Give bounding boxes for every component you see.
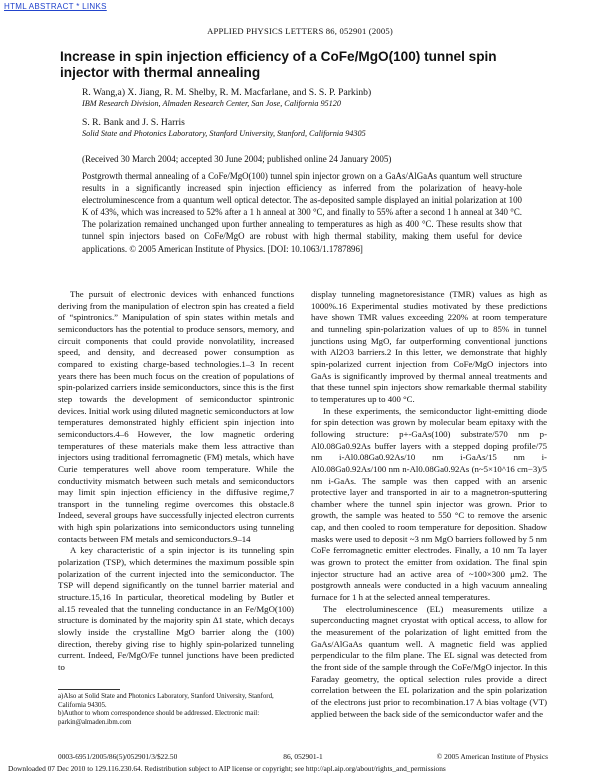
footnote: b)Author to whom correspondence should be addressed. Electronic mail: parkin@almaden.ibm.com [58,710,260,726]
authors-primary: R. Wang,a) X. Jiang, R. M. Shelby, R. M. Macfarlane, and S. S. P. Parkinb) [82,87,372,98]
footer-issn: 0003-6951/2005/86(5)/052901/3/$22.50 [58,752,178,761]
body-paragraph: The pursuit of electronic devices with enhanced functions deriving from the manipulation of electron spin has created a field of “spintronics.” Manipulation of spin states within metals and semiconductors has the potential to produce sensors, memory, and circuit components that could provide nonvolatility, increased speed, and density, and decreased power consumption as compared to existing charge-based technologies.1–3 In recent years there has been much focus on the creation of populations of spin-polarized carriers inside semiconductors, since this is the first step towards the development of semiconductor spintronic devices. Initial work using diluted magnetic semiconductors at low temperatures demonstrated highly efficient spin injection into semiconductors.4–6 However, the low magnetic ordering temperatures of these materials make them less attractive than injectors using traditional ferromagnetic (FM) metals, which have Curie temperatures well above room temperature. While the conductivity mismatch between such metals and semiconductors may limit spin injection efficiency in the diffusive regime,7 transport in the tunneling regime overcomes this obstacle.8 Indeed, several groups have successfully injected electron currents with high spin polarizations into semiconductors using tunneling contacts between FM metals and semiconductors.9–14 [58,289,294,544]
footnote: a)Also at Solid State and Photonics Laboratory, Stanford University, Stanford, California 94305. [58,693,274,709]
html-abstract-links[interactable]: HTML ABSTRACT * LINKS [4,2,107,11]
download-notice: Downloaded 07 Dec 2010 to 129.116.230.64. Redistribution subject to AIP license or copyright; see http://apl.aip.org/about/rights_and_permissions [8,764,446,773]
footnotes [58,693,294,727]
journal-header: APPLIED PHYSICS LETTERS 86, 052901 (2005) [207,26,393,36]
abstract-text: Postgrowth thermal annealing of a CoFe/MgO(100) tunnel spin injector grown on a GaAs/AlGaAs quantum well structure results in a significantly increased spin injection efficiency as inferred from the polarization of heavy-hole electroluminescence from a quantum well optical detector. The as-deposited sample displayed an initial polarization at 100 K of 43%, which was increased to 52% after a 1 h anneal at 300 °C, and finally to 55% after a second 1 h anneal at 340 °C. The polarization remained unchanged upon further annealing to temperatures as high as 400 °C. These results show that tunnel spin injectors based on CoFe/MgO are robust with high thermal stability, making them useful for device applications. © 2005 American Institute of Physics. [DOI: 10.1063/1.1787896] [82,171,522,254]
received-dates: (Received 30 March 2004; accepted 30 June 2004; published online 24 January 2005) [82,154,392,164]
footnote-divider [58,689,120,690]
right-column [311,289,547,720]
footer-page-number: 86, 052901-1 [283,752,323,761]
footer-copyright: © 2005 American Institute of Physics [436,752,548,761]
article-title: Increase in spin injection efficiency of a CoFe/MgO(100) tunnel spin injector with thermal annealing [60,49,497,80]
body-paragraph: The electroluminescence (EL) measurements utilize a superconducting magnet cryostat with optical access, to allow for the measurement of the polarization of light emitted from the GaAs/AlGaAs quantum well. A magnetic field was applied perpendicular to the film plane. The EL signal was detected from the front side of the sample through the CoFe/MgO injector. In this Faraday geometry, the optical selection rules provide a direct correlation between the EL polarization and the spin polarization of the electrons just prior to recombination.17 A bias voltage (VT) applied between the back side of the semiconductor wafer and the [311,603,548,719]
body-paragraph: display tunneling magnetoresistance (TMR) values as high as 1000%.16 Experimental studies motivated by these predictions have shown TMR values exceeding 220% at room temperature and tunneling spin-polarization values of up to 85% in tunnel junctions using MgO, far outperforming conventional junctions with Al2O3 barriers.2 In this letter, we demonstrate that highly spin-polarized current injection from CoFe/MgO injectors into GaAs is significantly improved by thermal anneal treatments and that these tunnel spin injectors show remarkable thermal stability to temperatures up to 400 °C. [311,289,547,404]
body-paragraph: In these experiments, the semiconductor light-emitting diode for spin detection was grown by molecular beam epitaxy with the following structure: p+-GaAs(100) substrate/570 nm p-Al0.08Ga0.92As buffer layers with a stepped doping profile/75 nm i-Al0.08Ga0.92As/10 nm i-GaAs/15 nm i-Al0.08Ga0.92As/100 nm n-Al0.08Ga0.92As (n~5×10^16 cm−3)/5 nm i-GaAs. The sample was then capped with an arsenic protective layer and transported in air to a magnetron-sputtering chamber where the tunnel spin injector was grown. Prior to growth, the sample was heated to 550 °C to remove the arsenic cap, and then cooled to room temperature for deposition. Shadow masks were used to deposit ~3 nm MgO barriers followed by 5 nm CoFe ferromagnetic emitter electrodes. Finally, a 10 nm Ta layer was grown to protect the emitter from oxidation. The final spin injector structure had an active area of ~100×300 μm2. The postgrowth anneals were conducted in a high vacuum annealing furnace for 1 h at the selected anneal temperatures. [311,405,547,603]
affiliation-secondary: Solid State and Photonics Laboratory, Stanford University, Stanford, California 94305 [82,129,366,138]
body-paragraph: A key characteristic of a spin injector is its tunneling spin polarization (TSP), which determines the maximum possible spin polarization of the current injected into the semiconductor. The TSP will depend significantly on the tunnel barrier material and structure.15,16 In particular, theoretical modeling by Butler et al.15 revealed that the tunneling conductance in an Fe/MgO(100) structure is dominated by the majority spin Δ1 state, which decays slowly inside the crystalline MgO barrier along the (100) direction, thereby giving rise to highly spin-polarized tunneling current. Indeed, Fe/MgO/Fe tunnel junctions have been predicted to [58,545,294,672]
left-column [58,289,294,674]
affiliation-primary: IBM Research Division, Almaden Research Center, San Jose, California 95120 [82,99,341,108]
authors-secondary: S. R. Bank and J. S. Harris [82,117,185,128]
